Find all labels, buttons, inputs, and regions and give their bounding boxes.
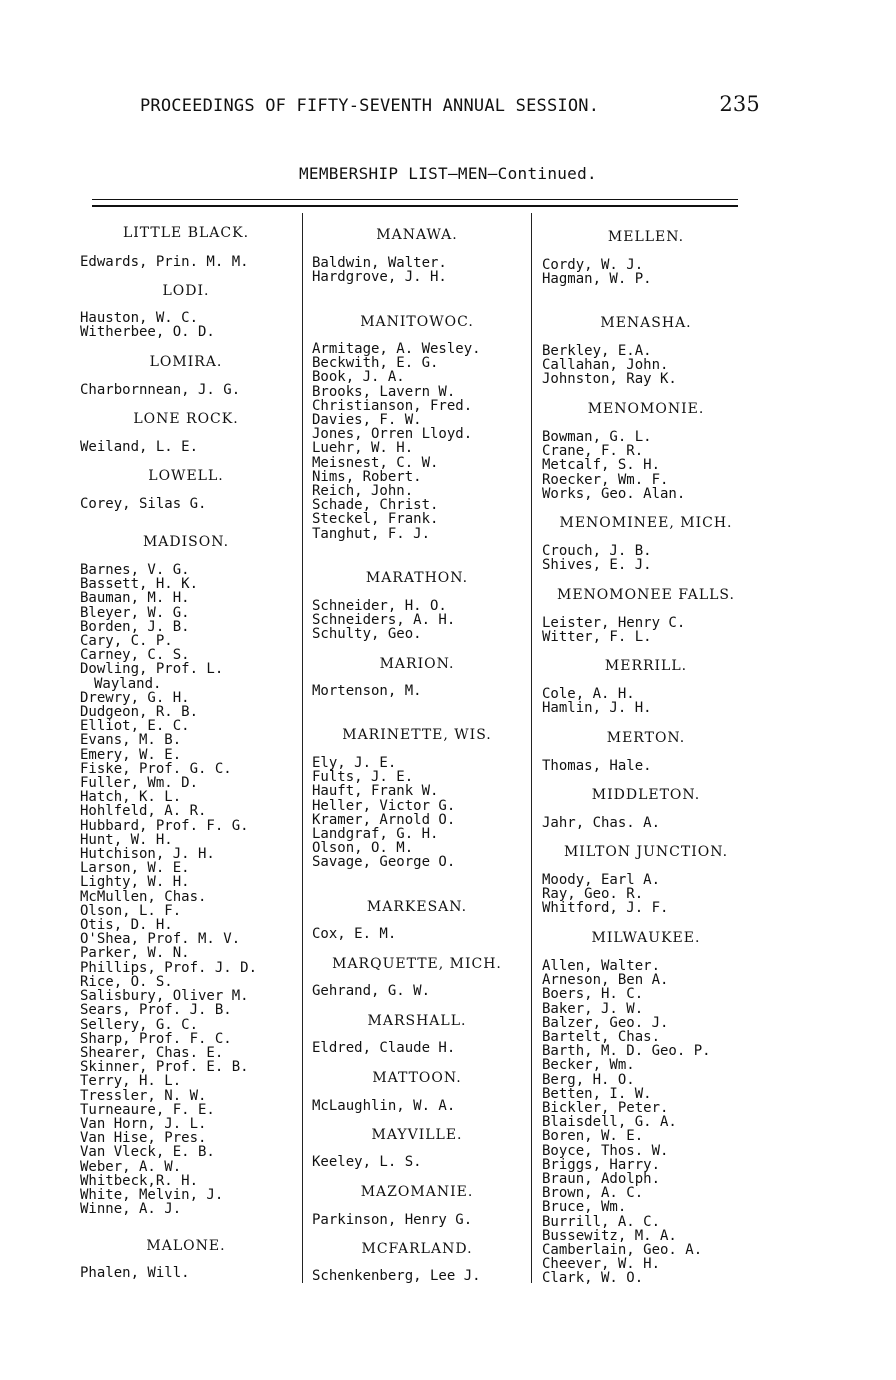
- name-list: [542, 344, 677, 387]
- member-name: Gehrand, G. W.: [312, 983, 431, 999]
- member-name: Eldred, Claude H.: [312, 1040, 456, 1056]
- name-list: [542, 616, 685, 644]
- member-name: McMullen, Chas.: [80, 888, 207, 905]
- member-name: Landgraf, G. H.: [312, 826, 439, 843]
- member-name: Barth, M. D. Geo. P.: [542, 1043, 711, 1060]
- member-name: Turneaure, F. E.: [80, 1101, 215, 1118]
- member-name: Tressler, N. W.: [80, 1087, 207, 1104]
- member-name: Jones, Orren Lloyd.: [312, 426, 473, 443]
- member-name: Keeley, L. S.: [312, 1154, 422, 1170]
- section-heading: MARION.: [379, 656, 455, 672]
- name-list: [80, 383, 240, 397]
- member-name: Van Vleck, E. B.: [80, 1144, 215, 1161]
- member-name: Otis, D. H.: [80, 917, 173, 934]
- member-name: Rice, O. S.: [80, 973, 173, 990]
- member-name: Phillips, Prof. J. D.: [80, 959, 258, 976]
- member-name: Cole, A. H.: [542, 686, 635, 702]
- member-name: Betten, I. W.: [542, 1085, 652, 1102]
- member-name: Hutchison, J. H.: [80, 846, 215, 863]
- member-name: Elliot, E. C.: [80, 718, 190, 735]
- member-name: Fiske, Prof. G. C.: [80, 760, 232, 777]
- name-list: [312, 1041, 455, 1055]
- name-list: [80, 255, 249, 269]
- section-heading: MAZOMANIE.: [360, 1184, 474, 1200]
- member-name: Cheever, W. H.: [542, 1256, 661, 1273]
- name-list: [312, 927, 396, 941]
- member-name: White, Melvin, J.: [80, 1186, 224, 1203]
- name-list: [312, 1099, 455, 1113]
- member-name: Boers, H. C.: [542, 986, 644, 1003]
- section-heading: LOWELL.: [148, 468, 224, 484]
- section-heading: MENASHA.: [600, 315, 692, 331]
- member-name: Johnston, Ray K.: [542, 371, 677, 388]
- member-name: Sharp, Prof. F. C.: [80, 1030, 232, 1047]
- member-name: Wayland.: [94, 675, 162, 692]
- member-name: Braun, Adolph.: [542, 1171, 661, 1188]
- member-name: Parker, W. N.: [80, 945, 190, 962]
- section-heading: MERTON.: [606, 730, 686, 746]
- member-name: Meisnest, C. W.: [312, 454, 439, 471]
- member-name: Brooks, Lavern W.: [312, 383, 456, 400]
- member-name: Schneiders, A. H.: [312, 612, 456, 629]
- member-name: Witter, F. L.: [542, 629, 652, 646]
- member-name: Thomas, Hale.: [542, 758, 652, 774]
- name-list: [542, 430, 685, 501]
- member-name: Hatch, K. L.: [80, 789, 182, 806]
- name-list: [80, 563, 257, 1216]
- name-list: [312, 342, 481, 541]
- section-heading: MARSHALL.: [367, 1013, 467, 1029]
- member-name: Barnes, V. G.: [80, 562, 190, 578]
- member-name: Crouch, J. B.: [542, 543, 652, 559]
- member-name: Blaisdell, G. A.: [542, 1114, 677, 1131]
- member-name: Fuller, Wm. D.: [80, 775, 199, 792]
- section-heading: LODI.: [162, 283, 210, 299]
- member-name: Sears, Prof. J. B.: [80, 1002, 232, 1019]
- member-name: Burrill, A. C.: [542, 1213, 661, 1230]
- name-list: [542, 687, 652, 715]
- section-heading: LITTLE BLACK.: [122, 225, 250, 241]
- member-name: Corey, Silas G.: [80, 496, 207, 512]
- member-name: Ray, Geo. R.: [542, 886, 644, 903]
- name-list: [80, 440, 198, 454]
- member-name: Hardgrove, J. H.: [312, 269, 447, 286]
- member-name: Savage, George O.: [312, 854, 456, 871]
- member-name: Arneson, Ben A.: [542, 972, 669, 989]
- member-name: Parkinson, Henry G.: [312, 1212, 473, 1228]
- section-heading: MARATHON.: [365, 570, 469, 586]
- section-heading: MAYVILLE.: [371, 1127, 463, 1143]
- running-head: [140, 92, 760, 126]
- name-list: [80, 1266, 190, 1280]
- member-name: Van Hise, Pres.: [80, 1130, 207, 1147]
- member-name: Nims, Robert.: [312, 468, 422, 485]
- section-heading: MENOMONEE FALLS.: [557, 587, 735, 603]
- section-heading: MARQUETTE, MICH.: [332, 956, 502, 972]
- name-list: [312, 984, 430, 998]
- member-name: Dudgeon, R. B.: [80, 704, 199, 721]
- member-name: Borden, J. B.: [80, 618, 190, 635]
- member-name: Reich, John.: [312, 483, 414, 500]
- member-name: Fults, J. E.: [312, 769, 414, 786]
- member-name: Bauman, M. H.: [80, 590, 190, 607]
- member-name: Baldwin, Walter.: [312, 255, 447, 271]
- member-name: Phalen, Will.: [80, 1265, 190, 1281]
- member-name: Drewry, G. H.: [80, 689, 190, 706]
- member-name: Mortenson, M.: [312, 683, 422, 699]
- member-name: Boren, W. E.: [542, 1128, 644, 1145]
- member-name: Whitford, J. F.: [542, 900, 669, 917]
- name-list: [312, 599, 455, 642]
- member-name: Shearer, Chas. E.: [80, 1044, 224, 1061]
- page-number: 235: [719, 92, 760, 116]
- member-name: Bartelt, Chas.: [542, 1029, 661, 1046]
- member-name: Bassett, H. K.: [80, 576, 199, 593]
- member-name: Hauft, Frank W.: [312, 783, 439, 800]
- column-divider-right: [531, 213, 532, 1283]
- member-name: Dowling, Prof. L.: [80, 661, 224, 678]
- member-name: Lighty, W. H.: [80, 874, 190, 891]
- member-name: Larson, W. E.: [80, 860, 190, 877]
- member-name: Davies, F. W.: [312, 412, 422, 429]
- member-name: Weiland, L. E.: [80, 439, 199, 455]
- member-name: Baker, J. W.: [542, 1000, 644, 1017]
- member-name: Hohlfeld, A. R.: [80, 803, 207, 820]
- member-name: Jahr, Chas. A.: [542, 815, 661, 831]
- member-name: Weber, A. W.: [80, 1158, 182, 1175]
- top-rule-thin: [92, 199, 738, 200]
- member-name: Metcalf, S. H.: [542, 457, 661, 474]
- name-list: [542, 959, 711, 1286]
- member-name: Armitage, A. Wesley.: [312, 341, 481, 357]
- member-name: Hunt, W. H.: [80, 831, 173, 848]
- running-title: PROCEEDINGS OF FIFTY-SEVENTH ANNUAL SESSION.: [140, 96, 600, 116]
- member-name: Camberlain, Geo. A.: [542, 1242, 703, 1259]
- list-title: MEMBERSHIP LIST—MEN—Continued.: [299, 164, 597, 183]
- section-heading: MERRILL.: [604, 658, 688, 674]
- section-heading: MATTOON.: [372, 1070, 462, 1086]
- member-name: Schade, Christ.: [312, 497, 439, 514]
- member-name: Bowman, G. L.: [542, 429, 652, 445]
- member-name: Roecker, Wm. F.: [542, 471, 669, 488]
- member-name: Whitbeck,R. H.: [80, 1172, 199, 1189]
- member-name: Leister, Henry C.: [542, 615, 686, 631]
- section-heading: MENOMINEE, MICH.: [559, 515, 733, 531]
- member-name: Balzer, Geo. J.: [542, 1014, 669, 1031]
- member-name: Bruce, Wm.: [542, 1199, 627, 1216]
- name-list: [542, 258, 652, 286]
- name-list: [312, 1155, 422, 1169]
- section-heading: MILTON JUNCTION.: [563, 844, 729, 860]
- member-name: Hauston, W. C.: [80, 310, 199, 326]
- member-name: Crane, F. R.: [542, 443, 644, 460]
- member-name: Schneider, H. O.: [312, 598, 447, 614]
- member-name: Sellery, G. C.: [80, 1016, 199, 1033]
- section-heading: MARINETTE, WIS.: [342, 727, 492, 743]
- member-name: Luehr, W. H.: [312, 440, 414, 457]
- member-name: Hubbard, Prof. F. G.: [80, 817, 249, 834]
- member-name: Carney, C. S.: [80, 647, 190, 664]
- member-name: Boyce, Thos. W.: [542, 1142, 669, 1159]
- member-name: Cary, C. P.: [80, 633, 173, 650]
- section-heading: MILWAUKEE.: [591, 930, 701, 946]
- section-heading: MALONE.: [146, 1238, 226, 1254]
- member-name: Bleyer, W. G.: [80, 604, 190, 621]
- member-name: Schenkenberg, Lee J.: [312, 1268, 481, 1284]
- section-heading: MANAWA.: [376, 227, 458, 243]
- member-name: Tanghut, F. J.: [312, 525, 431, 542]
- section-heading: MCFARLAND.: [361, 1241, 473, 1257]
- member-name: Bickler, Peter.: [542, 1100, 669, 1117]
- member-name: Berg, H. O.: [542, 1071, 635, 1088]
- name-list: [312, 684, 422, 698]
- name-list: [80, 497, 206, 511]
- top-rule-thick: [92, 205, 738, 207]
- member-name: Cordy, W. J.: [542, 257, 644, 273]
- member-name: Berkley, E.A.: [542, 343, 652, 359]
- section-heading: LOMIRA.: [149, 354, 223, 370]
- member-name: Schulty, Geo.: [312, 626, 422, 643]
- name-list: [312, 1269, 481, 1283]
- member-name: Bussewitz, M. A.: [542, 1227, 677, 1244]
- member-name: Callahan, John.: [542, 357, 669, 374]
- section-heading: MELLEN.: [607, 229, 685, 245]
- name-list: [542, 544, 652, 572]
- member-name: Witherbee, O. D.: [80, 324, 215, 341]
- member-name: Christianson, Fred.: [312, 397, 473, 414]
- member-name: Winne, A. J.: [80, 1201, 182, 1218]
- member-name: Works, Geo. Alan.: [542, 485, 686, 502]
- member-name: Briggs, Harry.: [542, 1156, 661, 1173]
- member-name: Olson, O. M.: [312, 840, 414, 857]
- section-heading: MARKESAN.: [366, 899, 468, 915]
- member-name: Shives, E. J.: [542, 557, 652, 574]
- name-list: [312, 1213, 472, 1227]
- member-name: Cox, E. M.: [312, 926, 397, 942]
- member-name: Hamlin, J. H.: [542, 700, 652, 717]
- member-name: Charbornnean, J. G.: [80, 382, 241, 398]
- column-divider-left: [302, 213, 303, 1283]
- member-name: O'Shea, Prof. M. V.: [80, 931, 241, 948]
- name-list: [542, 759, 652, 773]
- member-name: Hagman, W. P.: [542, 271, 652, 288]
- member-name: Book, J. A.: [312, 369, 405, 386]
- member-name: Terry, H. L.: [80, 1073, 182, 1090]
- section-heading: MIDDLETON.: [591, 787, 701, 803]
- member-name: Moody, Earl A.: [542, 872, 661, 888]
- member-name: Steckel, Frank.: [312, 511, 439, 528]
- member-name: Evans, M. B.: [80, 732, 182, 749]
- member-name: Allen, Walter.: [542, 958, 661, 974]
- section-heading: MADISON.: [142, 534, 230, 550]
- name-list: [312, 256, 447, 284]
- member-name: Beckwith, E. G.: [312, 355, 439, 372]
- name-list: [312, 756, 455, 870]
- member-name: Edwards, Prin. M. M.: [80, 254, 249, 270]
- member-name: McLaughlin, W. A.: [312, 1098, 456, 1114]
- name-list: [542, 816, 660, 830]
- section-heading: LONE ROCK.: [133, 411, 239, 427]
- name-list: [80, 311, 215, 339]
- member-name: Kramer, Arnold O.: [312, 811, 456, 828]
- member-name: Skinner, Prof. E. B.: [80, 1059, 249, 1076]
- member-name: Emery, W. E.: [80, 746, 182, 763]
- member-name: Van Horn, J. L.: [80, 1115, 207, 1132]
- name-list: [542, 873, 668, 916]
- member-name: Becker, Wm.: [542, 1057, 635, 1074]
- member-name: Heller, Victor G.: [312, 797, 456, 814]
- section-heading: MANITOWOC.: [360, 314, 474, 330]
- member-name: Brown, A. C.: [542, 1185, 644, 1202]
- member-name: Olson, L. F.: [80, 902, 182, 919]
- member-name: Salisbury, Oliver M.: [80, 988, 249, 1005]
- member-name: Clark, W. O.: [542, 1270, 644, 1287]
- section-heading: MENOMONIE.: [587, 401, 705, 417]
- member-name: Ely, J. E.: [312, 755, 397, 771]
